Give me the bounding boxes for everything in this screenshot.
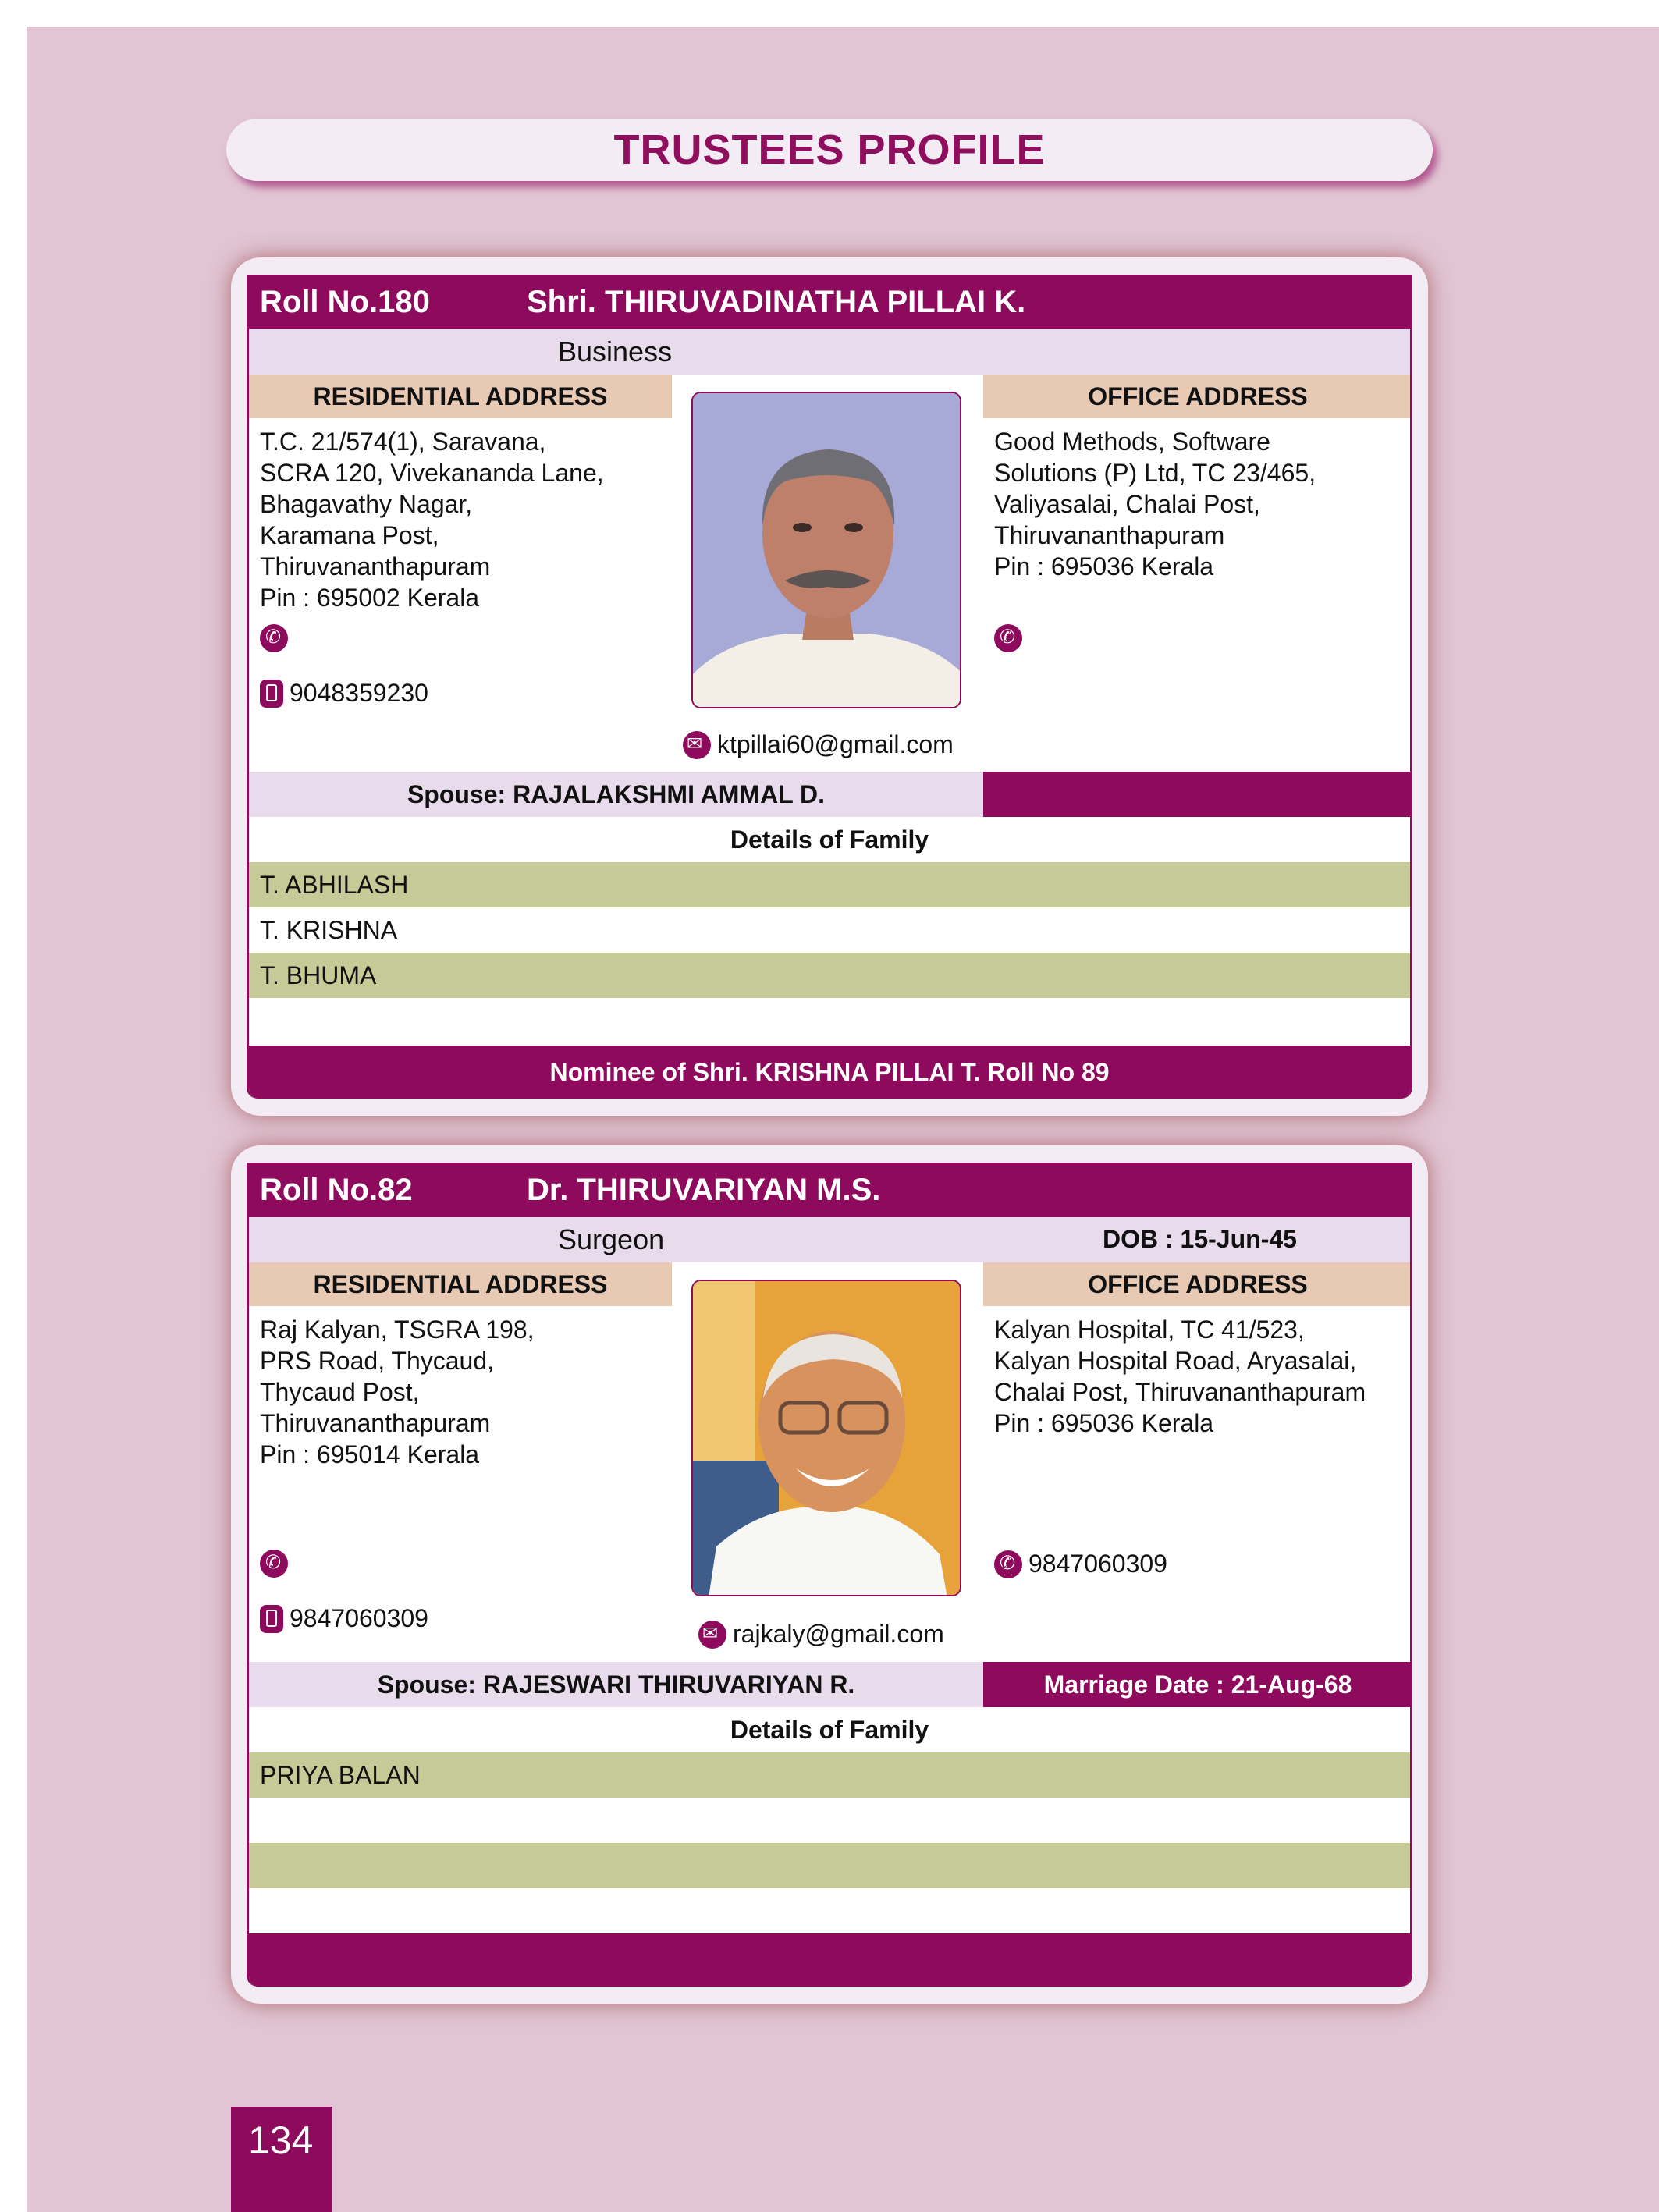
office-phone [994,1550,1167,1578]
trustee-photo [691,1280,961,1596]
address-line: Pin : 695014 Kerala [260,1440,480,1468]
phone-icon [994,1550,1022,1578]
address-line: Solutions (P) Ltd, TC 23/465, [994,459,1316,487]
residential-address [260,426,666,613]
nominee-footer: Nominee of Shri. KRISHNA PILLAI T. Roll No 89 [249,1046,1410,1099]
family-member-row: PRIYA BALAN [249,1752,1410,1798]
email-icon [698,1621,726,1649]
nominee-footer [249,1933,1410,1987]
mobile-phone-icon [260,1605,283,1633]
mobile-contact [260,1604,428,1633]
address-line: Chalai Post, Thiruvananthapuram [994,1378,1366,1406]
email-address: ktpillai60@gmail.com [717,730,954,758]
office-phone-number: 9847060309 [1028,1550,1167,1578]
family-member-row [249,998,1410,1043]
mobile-contact [260,679,428,708]
mobile-phone-icon [260,680,283,708]
phone-icon [260,1550,288,1578]
address-line: SCRA 120, Vivekananda Lane, [260,459,604,487]
address-line: Thiruvananthapuram [260,1409,491,1437]
trustee-name: Dr. THIRUVARIYAN M.S. [527,1173,881,1207]
spouse-name: Spouse: RAJESWARI THIRUVARIYAN R. [249,1662,983,1707]
trustee-card-inner [247,1163,1412,1987]
address-line: Pin : 695002 Kerala [260,584,480,612]
email-icon [683,731,711,759]
phone-icon [994,624,1022,652]
mobile-number: 9048359230 [290,679,428,707]
residential-address-heading: RESIDENTIAL ADDRESS [249,1262,672,1306]
residential-address-heading: RESIDENTIAL ADDRESS [249,375,672,418]
email-address: rajkaly@gmail.com [733,1620,944,1648]
trustee-card-82 [231,1145,1428,2004]
email-contact [683,730,954,759]
page-title: TRUSTEES PROFILE [613,126,1046,173]
marriage-date: Marriage Date : 21-Aug-68 [983,1662,1412,1707]
family-member-row: T. KRISHNA [260,915,398,944]
marriage-date [983,772,1412,817]
residential-address [260,1314,666,1470]
address-line: Pin : 695036 Kerala [994,552,1214,581]
phone-icon [260,624,288,652]
address-line: Valiyasalai, Chalai Post, [994,490,1260,518]
address-line: Karamana Post, [260,521,439,549]
residential-phone [260,1550,294,1578]
office-address [994,1314,1408,1439]
office-address-heading: OFFICE ADDRESS [983,375,1412,418]
office-address-heading: OFFICE ADDRESS [983,1262,1412,1306]
family-heading: Details of Family [730,825,929,854]
office-phone [994,624,1028,652]
roll-number: Roll No.180 [260,285,430,319]
family-member-row [249,1888,1410,1933]
address-line: Thycaud Post, [260,1378,420,1406]
card-header [249,1163,1410,1217]
spouse-name: Spouse: RAJALAKSHMI AMMAL D. [249,772,983,817]
address-line: Pin : 695036 Kerala [994,1409,1214,1437]
page-number-badge [231,2107,332,2212]
page-title-banner [226,119,1433,181]
address-line: T.C. 21/574(1), Saravana, [260,428,546,456]
address-line: Thiruvananthapuram [994,521,1225,549]
occupation: Business [558,336,673,367]
occupation-bar [249,329,1410,375]
card-header [249,275,1410,329]
trustee-card-inner [247,275,1412,1099]
trustee-card-180 [231,257,1428,1116]
family-member-row [249,1843,1410,1888]
family-member-row: T. BHUMA [249,953,1410,998]
address-line: Raj Kalyan, TSGRA 198, [260,1315,535,1344]
address-line: PRS Road, Thycaud, [260,1347,495,1375]
roll-number: Roll No.82 [260,1173,413,1207]
residential-phone [260,624,294,652]
trustee-name: Shri. THIRUVADINATHA PILLAI K. [527,285,1026,319]
family-member-row: T. ABHILASH [249,862,1410,907]
address-line: Kalyan Hospital, TC 41/523, [994,1315,1305,1344]
family-heading: Details of Family [730,1715,929,1744]
trustee-photo [691,392,961,708]
page-number: 134 [248,2118,314,2162]
office-address [994,426,1408,582]
address-line: Good Methods, Software [994,428,1270,456]
occupation-bar [249,1217,1410,1262]
address-line: Bhagavathy Nagar, [260,490,473,518]
email-contact [698,1620,944,1649]
occupation: Surgeon [558,1223,665,1255]
address-line: Kalyan Hospital Road, Aryasalai, [994,1347,1357,1375]
address-line: Thiruvananthapuram [260,552,491,581]
dob: DOB : 15-Jun-45 [1103,1225,1297,1253]
mobile-number: 9847060309 [290,1604,428,1632]
family-member-row [249,1798,1410,1843]
